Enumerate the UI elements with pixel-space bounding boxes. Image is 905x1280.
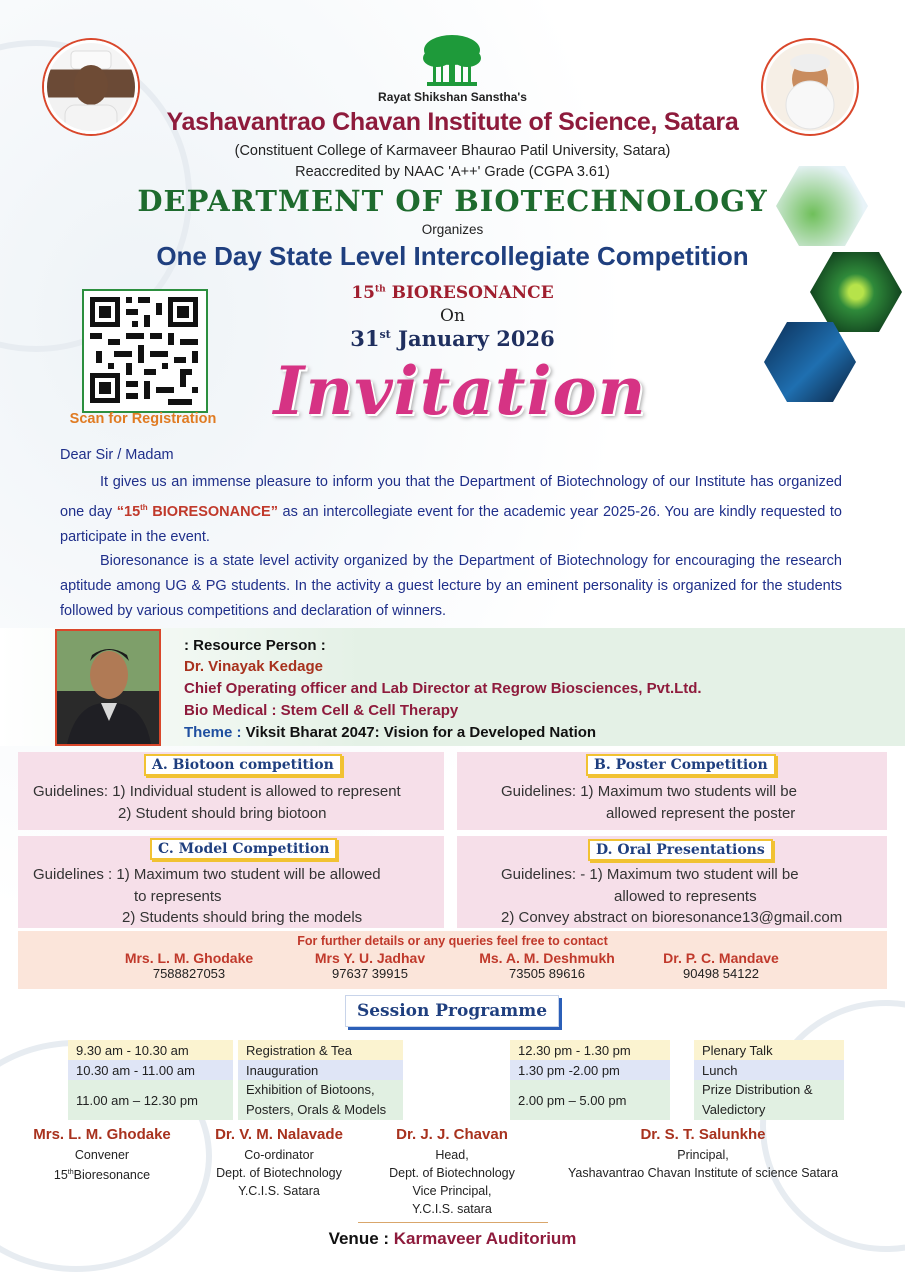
programme-event: Lunch xyxy=(694,1060,844,1080)
institute-name: Yashavantrao Chavan Institute of Science, Satara xyxy=(166,108,739,136)
letter-p2: Bioresonance is a state level activity organized by the Department of Biotechnology for encouraging the research aptitude among UG & PG students. In the activity a guest lecture by an eminent personality is organized for the students followed by various competitions and declaration of winners. xyxy=(60,553,842,619)
contact-1-phone[interactable]: 7588827053 xyxy=(152,966,226,981)
virus-image xyxy=(810,252,902,332)
edition-suffix: th xyxy=(374,284,386,295)
event-title: One Day State Level Intercollegiate Competition xyxy=(156,241,749,271)
programme-event-line: Prize Distribution & xyxy=(702,1082,813,1097)
resource-theme xyxy=(184,724,596,741)
signatory-coordinator xyxy=(195,1124,363,1200)
theme-value: Viksit Bharat 2047: Vision for a Developed Nation xyxy=(241,724,597,741)
plant-image xyxy=(776,166,868,246)
competition-d-rule-1b: allowed to represents xyxy=(614,888,757,905)
competition-d-rule-1: Guidelines: - 1) Maximum two student will be xyxy=(501,866,799,883)
signatory-principal xyxy=(548,1124,858,1182)
contact-1-name: Mrs. L. M. Ghodake xyxy=(124,950,254,966)
department-name: DEPARTMENT OF BIOTECHNOLOGY xyxy=(137,184,768,218)
signatory-detail-rest: Bioresonance xyxy=(73,1168,151,1183)
venue-divider xyxy=(358,1222,548,1223)
competition-b-rule-2: allowed represent the poster xyxy=(606,805,796,822)
theme-label: Theme : xyxy=(184,724,242,741)
letter-p1-start: It gives us an immense pleasure to inform you that the Department of Biotechnology of our Institute has organized one day xyxy=(60,474,842,520)
constituent-line: (Constituent College of Karmaveer Bhaurao Patil University, Satara) xyxy=(234,143,671,159)
dna-image xyxy=(764,322,856,402)
competition-c-rule-1: Guidelines : 1) Maximum two student will be allowed xyxy=(33,866,381,883)
competition-c-rule-1b: to represents xyxy=(134,888,222,905)
letter-paragraph-2 xyxy=(60,549,842,624)
programme-time: 9.30 am - 10.30 am xyxy=(68,1040,233,1060)
programme-event-line: Valedictory xyxy=(702,1102,766,1117)
date-suffix: st xyxy=(379,328,391,341)
signatory-name: Dr. J. J. Chavan xyxy=(396,1126,508,1143)
on-label: On xyxy=(440,306,465,326)
venue-value: Karmaveer Auditorium xyxy=(389,1229,577,1248)
competition-d-rule-2: 2) Convey abstract on bioresonance13@gmail.com xyxy=(501,909,843,926)
competition-a-rule-2: 2) Student should bring biotoon xyxy=(118,805,327,822)
date-month-year: January 2026 xyxy=(398,326,555,351)
signatory-detail xyxy=(22,1164,182,1184)
programme-event: Inauguration xyxy=(238,1060,403,1080)
resource-heading: : Resource Person : xyxy=(184,637,326,654)
edition-line xyxy=(250,283,655,303)
resource-person-photo xyxy=(55,629,161,746)
programme-event-line: Exhibition of Biotoons, xyxy=(246,1082,375,1097)
venue-line xyxy=(200,1229,705,1249)
letter-event-sup: th xyxy=(140,503,148,512)
competition-b-rule-1: Guidelines: 1) Maximum two students will be xyxy=(501,783,797,800)
signatory-detail: Y.C.I.S. Satara xyxy=(238,1184,320,1198)
letter-event-name-b: BIORESONANCE” xyxy=(147,503,278,520)
programme-event-line: Posters, Orals & Models xyxy=(246,1102,387,1117)
resource-field: Bio Medical : Stem Cell & Cell Therapy xyxy=(184,702,459,719)
programme-time: 10.30 am - 11.00 am xyxy=(68,1060,233,1080)
signatory-detail: Vice Principal, xyxy=(412,1184,492,1198)
signatory-name: Dr. V. M. Nalavade xyxy=(215,1126,343,1143)
event-date xyxy=(250,326,655,351)
contact-4-name: Dr. P. C. Mandave xyxy=(663,950,779,966)
competition-b-title: B. Poster Competition xyxy=(586,754,776,776)
tree-logo xyxy=(421,32,483,90)
signatory-title: Co-ordinator xyxy=(244,1148,314,1162)
contact-2 xyxy=(281,950,459,981)
contact-2-phone[interactable]: 97637 39915 xyxy=(332,966,408,981)
competition-d-title: D. Oral Presentations xyxy=(588,839,773,861)
letter-p1-end: as an intercollegiate event for the academic year 2025-26. You are kindly requested to participate in the event. xyxy=(60,503,842,545)
letter-paragraph-1 xyxy=(60,470,842,550)
signatory-detail: Yashavantrao Chavan Institute of science Satara xyxy=(567,1166,839,1180)
signatory-head xyxy=(368,1124,536,1218)
programme-event xyxy=(694,1080,844,1120)
competition-a-title: A. Biotoon competition xyxy=(144,754,342,776)
letter-event-name: “15 xyxy=(116,503,141,520)
registration-qr-code[interactable] xyxy=(82,289,208,413)
programme-event: Registration & Tea xyxy=(238,1040,403,1060)
programme-time: 12.30 pm - 1.30 pm xyxy=(510,1040,670,1060)
venue-label: Venue : xyxy=(328,1229,390,1248)
signatory-detail-sup: th xyxy=(67,1169,74,1176)
contact-4 xyxy=(632,950,810,981)
signatory-name: Mrs. L. M. Ghodake xyxy=(33,1126,171,1143)
resource-role: Chief Operating officer and Lab Director at Regrow Biosciences, Pvt.Ltd. xyxy=(184,680,702,697)
competition-a-rule-1: Guidelines: 1) Individual student is allowed to represent xyxy=(33,783,401,800)
contact-2-name: Mrs Y. U. Jadhav xyxy=(314,950,426,966)
programme-time: 2.00 pm – 5.00 pm xyxy=(510,1080,670,1120)
competition-c-title: C. Model Competition xyxy=(150,838,337,860)
sanstha-name: Rayat Shikshan Sanstha's xyxy=(378,90,527,104)
competition-c-rule-2: 2) Students should bring the models xyxy=(122,909,363,926)
signatory-convener xyxy=(22,1124,182,1184)
signatory-detail: Dept. of Biotechnology xyxy=(216,1166,342,1180)
session-programme-title: Session Programme xyxy=(345,995,559,1027)
qr-label: Scan for Registration xyxy=(69,411,217,427)
signatory-name: Dr. S. T. Salunkhe xyxy=(640,1126,766,1143)
contacts-heading: For further details or any queries feel free to contact xyxy=(297,934,608,948)
invitation-heading: Invitation xyxy=(273,352,647,430)
programme-event: Plenary Talk xyxy=(694,1040,844,1060)
programme-event xyxy=(238,1080,403,1120)
naac-line: Reaccredited by NAAC 'A++' Grade (CGPA 3.61) xyxy=(295,164,610,180)
resource-name: Dr. Vinayak Kedage xyxy=(184,658,323,675)
signatory-detail: Dept. of Biotechnology xyxy=(389,1166,515,1180)
organizes-label: Organizes xyxy=(421,222,484,237)
signatory-detail: Y.C.I.S. satara xyxy=(412,1202,492,1216)
edition-name: BIORESONANCE xyxy=(391,283,554,303)
date-day: 31 xyxy=(350,326,380,351)
contact-1 xyxy=(100,950,278,981)
contact-3-phone[interactable]: 73505 89616 xyxy=(509,966,585,981)
signatory-detail-num: 15 xyxy=(53,1168,68,1183)
programme-time: 1.30 pm -2.00 pm xyxy=(510,1060,670,1080)
signatory-title: Principal, xyxy=(677,1148,729,1162)
signatory-title: Head, xyxy=(435,1148,469,1162)
contact-3-name: Ms. A. M. Deshmukh xyxy=(479,950,615,966)
salutation: Dear Sir / Madam xyxy=(60,447,174,463)
contact-3 xyxy=(458,950,636,981)
signatory-title: Convener xyxy=(74,1148,130,1162)
contact-4-phone[interactable]: 90498 54122 xyxy=(683,966,759,981)
edition-number: 15 xyxy=(351,283,375,303)
programme-time: 11.00 am – 12.30 pm xyxy=(68,1080,233,1120)
